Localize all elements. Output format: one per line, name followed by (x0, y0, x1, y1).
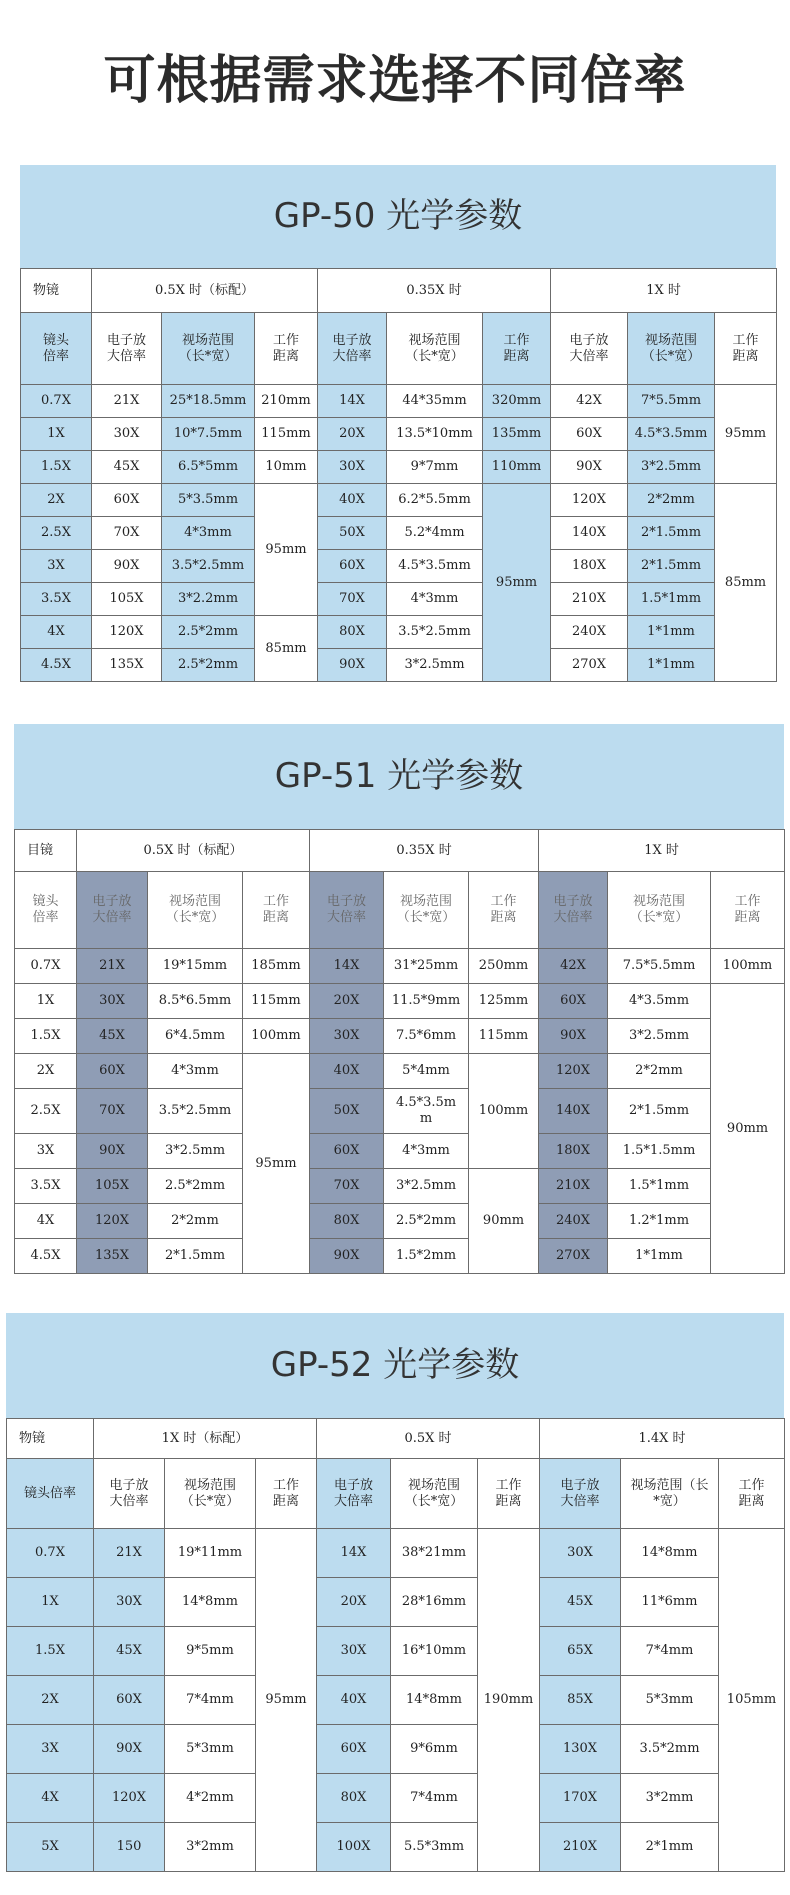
table-cell: 60X (551, 418, 628, 451)
table-cell: 210X (551, 583, 628, 616)
gp51-banner (14, 724, 784, 829)
table-header-cell: 视场范围 （长*宽） (391, 1459, 478, 1529)
table-cell: 185mm (243, 949, 310, 984)
table-cell: 90X (92, 550, 162, 583)
table-cell: 70X (92, 517, 162, 550)
table-row (7, 1676, 785, 1725)
table-cell: 4X (21, 616, 92, 649)
table-cell: 50X (318, 517, 387, 550)
table-cell: 140X (551, 517, 628, 550)
table-cell: 60X (92, 484, 162, 517)
table-row (21, 517, 777, 550)
table-header-cell: 电子放 大倍率 (310, 872, 384, 949)
table-cell: 31*25mm (384, 949, 469, 984)
table-cell: 4*3mm (162, 517, 255, 550)
table-row (15, 1239, 785, 1274)
table-row (15, 949, 785, 984)
table-cell: 3.5X (15, 1169, 77, 1204)
table-cell: 30X (94, 1578, 165, 1627)
table-cell: 135mm (483, 418, 551, 451)
table-cell: 120X (539, 1054, 608, 1089)
table-cell: 5*3mm (165, 1725, 256, 1774)
table-cell: 7.5*5.5mm (608, 949, 711, 984)
table-cell: 90X (94, 1725, 165, 1774)
table-cell: 5*3.5mm (162, 484, 255, 517)
table-cell: 270X (539, 1239, 608, 1274)
table-header-cell: 电子放 大倍率 (539, 872, 608, 949)
table-header-cell: 视场范围（长 *宽） (621, 1459, 719, 1529)
table-cell: 7*4mm (621, 1627, 719, 1676)
table-cell: 105X (92, 583, 162, 616)
table-cell: 3*2.5mm (628, 451, 715, 484)
table-cell: 95mm (715, 385, 777, 484)
table-cell: 60X (317, 1725, 391, 1774)
table-cell: 240X (539, 1204, 608, 1239)
table-cell: 10*7.5mm (162, 418, 255, 451)
gp50-section (20, 165, 777, 682)
table-cell: 180X (539, 1134, 608, 1169)
table-cell: 1X (21, 418, 92, 451)
table-cell: 7*5.5mm (628, 385, 715, 418)
table-cell: 21X (92, 385, 162, 418)
table-cell: 270X (551, 649, 628, 682)
table-cell: 3.5*2.5mm (148, 1089, 243, 1134)
table-cell: 11.5*9mm (384, 984, 469, 1019)
table-cell: 5*4mm (384, 1054, 469, 1089)
table-cell: 80X (310, 1204, 384, 1239)
gp52-section (6, 1313, 785, 1872)
table-cell: 1.5*1mm (608, 1169, 711, 1204)
table-header-cell: 视场范围 （长*宽） (162, 313, 255, 385)
gp50-banner (20, 165, 776, 268)
table-cell: 2.5*2mm (148, 1169, 243, 1204)
table-cell: 3X (15, 1134, 77, 1169)
table-cell: 45X (92, 451, 162, 484)
table-cell: 30X (540, 1529, 621, 1578)
table-cell: 95mm (255, 484, 318, 616)
table-cell: 4.5*3.5m m (384, 1089, 469, 1134)
table-header-cell: 镜头 倍率 (15, 872, 77, 949)
table-row (21, 385, 777, 418)
table-cell: 3.5*2mm (621, 1725, 719, 1774)
table-cell: 1X (7, 1578, 94, 1627)
table-cell: 120X (92, 616, 162, 649)
table-cell: 250mm (469, 949, 539, 984)
table-cell: 7*4mm (165, 1676, 256, 1725)
table-header-cell: 工作 距离 (243, 872, 310, 949)
table-cell: 2.5X (15, 1089, 77, 1134)
table-cell: 100mm (243, 1019, 310, 1054)
table-header-cell: 0.35X 时 (310, 830, 539, 872)
table-cell: 14X (317, 1529, 391, 1578)
table-row (21, 583, 777, 616)
table-cell: 19*11mm (165, 1529, 256, 1578)
table-cell: 90mm (711, 984, 785, 1274)
table-header-cell: 物镜 (7, 1419, 94, 1459)
table-header-cell: 工作 距离 (715, 313, 777, 385)
table-cell: 1.5X (7, 1627, 94, 1676)
table-row (21, 550, 777, 583)
table-header-cell: 工作 距离 (711, 872, 785, 949)
table-row (7, 1529, 785, 1578)
table-header-cell: 0.35X 时 (318, 269, 551, 313)
table-header-cell: 工作 距离 (719, 1459, 785, 1529)
table-header-cell: 物镜 (21, 269, 92, 313)
table-cell: 3*2.5mm (608, 1019, 711, 1054)
table-cell: 2*1.5mm (148, 1239, 243, 1274)
table-cell: 95mm (243, 1054, 310, 1274)
table-cell: 60X (77, 1054, 148, 1089)
table-cell: 120X (551, 484, 628, 517)
table-cell: 90X (77, 1134, 148, 1169)
gp51-title: GP-51 光学参数 (274, 756, 524, 796)
table-cell: 25*18.5mm (162, 385, 255, 418)
table-cell: 3*2.5mm (384, 1169, 469, 1204)
table-cell: 38*21mm (391, 1529, 478, 1578)
table-cell: 2.5X (21, 517, 92, 550)
table-header-cell: 电子放 大倍率 (92, 313, 162, 385)
table-row (7, 1627, 785, 1676)
table-row (7, 1578, 785, 1627)
table-cell: 9*5mm (165, 1627, 256, 1676)
table-header-cell: 工作 距离 (478, 1459, 540, 1529)
table-cell: 90X (318, 649, 387, 682)
table-cell: 7*4mm (391, 1774, 478, 1823)
table-cell: 20X (318, 418, 387, 451)
table-cell: 3.5*2.5mm (162, 550, 255, 583)
table-cell: 1.5X (21, 451, 92, 484)
table-cell: 14*8mm (165, 1578, 256, 1627)
table-cell: 135X (92, 649, 162, 682)
table-cell: 0.7X (15, 949, 77, 984)
table-cell: 4*3.5mm (608, 984, 711, 1019)
table-cell: 70X (310, 1169, 384, 1204)
gp50-title: GP-50 光学参数 (273, 196, 523, 236)
gp50-table (20, 268, 777, 682)
table-cell: 45X (540, 1578, 621, 1627)
table-cell: 10mm (255, 451, 318, 484)
table-cell: 190mm (478, 1529, 540, 1872)
table-header-cell: 工作 距离 (469, 872, 539, 949)
table-cell: 1.5*1.5mm (608, 1134, 711, 1169)
table-cell: 0.7X (21, 385, 92, 418)
table-cell: 20X (310, 984, 384, 1019)
table-header-cell: 镜头倍率 (7, 1459, 94, 1529)
table-cell: 100X (317, 1823, 391, 1872)
table-cell: 4*2mm (165, 1774, 256, 1823)
table-cell: 180X (551, 550, 628, 583)
gp51-table (14, 829, 785, 1274)
table-cell: 120X (77, 1204, 148, 1239)
table-header-cell: 工作 距离 (256, 1459, 317, 1529)
table-header-cell: 电子放 大倍率 (540, 1459, 621, 1529)
table-cell: 80X (317, 1774, 391, 1823)
table-cell: 3X (7, 1725, 94, 1774)
table-cell: 3X (21, 550, 92, 583)
table-header-cell: 视场范围 （长*宽） (165, 1459, 256, 1529)
table-cell: 2*1.5mm (628, 517, 715, 550)
table-cell: 70X (77, 1089, 148, 1134)
table-cell: 105mm (719, 1529, 785, 1872)
table-cell: 130X (540, 1725, 621, 1774)
table-cell: 21X (77, 949, 148, 984)
table-cell: 30X (92, 418, 162, 451)
table-cell: 8.5*6.5mm (148, 984, 243, 1019)
gp52-title: GP-52 光学参数 (270, 1345, 520, 1385)
table-cell: 14X (310, 949, 384, 984)
table-cell: 16*10mm (391, 1627, 478, 1676)
table-cell: 60X (310, 1134, 384, 1169)
table-cell: 0.7X (7, 1529, 94, 1578)
table-cell: 2*1.5mm (608, 1089, 711, 1134)
table-header-cell: 视场范围 （长*宽） (148, 872, 243, 949)
table-cell: 100mm (469, 1054, 539, 1169)
table-row (21, 451, 777, 484)
table-cell: 210X (539, 1169, 608, 1204)
table-cell: 2.5*2mm (162, 649, 255, 682)
table-cell: 7.5*6mm (384, 1019, 469, 1054)
table-cell: 1X (15, 984, 77, 1019)
table-cell: 240X (551, 616, 628, 649)
table-cell: 2X (7, 1676, 94, 1725)
table-cell: 14*8mm (391, 1676, 478, 1725)
table-cell: 1*1mm (628, 649, 715, 682)
gp51-section (14, 724, 785, 1274)
table-cell: 1.2*1mm (608, 1204, 711, 1239)
table-cell: 210X (540, 1823, 621, 1872)
table-cell: 1*1mm (608, 1239, 711, 1274)
table-cell: 2*2mm (628, 484, 715, 517)
table-cell: 85mm (715, 484, 777, 682)
table-cell: 5.2*4mm (387, 517, 483, 550)
table-cell: 3*2.5mm (148, 1134, 243, 1169)
table-cell: 4.5X (21, 649, 92, 682)
table-cell: 6.2*5.5mm (387, 484, 483, 517)
table-cell: 90X (551, 451, 628, 484)
table-cell: 85X (540, 1676, 621, 1725)
table-cell: 45X (77, 1019, 148, 1054)
table-row (21, 484, 777, 517)
table-cell: 42X (539, 949, 608, 984)
table-cell: 110mm (483, 451, 551, 484)
table-cell: 105X (77, 1169, 148, 1204)
table-header-cell: 工作 距离 (255, 313, 318, 385)
table-cell: 30X (310, 1019, 384, 1054)
table-cell: 90X (539, 1019, 608, 1054)
table-cell: 44*35mm (387, 385, 483, 418)
table-header-cell: 1X 时 (539, 830, 785, 872)
table-cell: 60X (539, 984, 608, 1019)
table-cell: 210mm (255, 385, 318, 418)
table-cell: 6*4.5mm (148, 1019, 243, 1054)
table-cell: 60X (318, 550, 387, 583)
table-header-cell: 0.5X 时（标配） (77, 830, 310, 872)
table-header-cell: 电子放 大倍率 (318, 313, 387, 385)
table-row (15, 1204, 785, 1239)
table-cell: 320mm (483, 385, 551, 418)
table-header-cell: 视场范围 （长*宽） (608, 872, 711, 949)
table-cell: 4*3mm (387, 583, 483, 616)
table-cell: 20X (317, 1578, 391, 1627)
table-cell: 150 (94, 1823, 165, 1872)
table-cell: 2.5*2mm (162, 616, 255, 649)
table-header-cell: 视场范围 （长*宽） (387, 313, 483, 385)
table-cell: 3*2.5mm (387, 649, 483, 682)
table-cell: 42X (551, 385, 628, 418)
table-row (21, 616, 777, 649)
table-cell: 65X (540, 1627, 621, 1676)
table-cell: 2X (15, 1054, 77, 1089)
table-cell: 14*8mm (621, 1529, 719, 1578)
table-cell: 1*1mm (628, 616, 715, 649)
table-cell: 30X (318, 451, 387, 484)
table-row (15, 1089, 785, 1134)
table-row (21, 418, 777, 451)
table-cell: 4.5*3.5mm (387, 550, 483, 583)
table-header-cell: 视场范围 （长*宽） (384, 872, 469, 949)
table-cell: 14X (318, 385, 387, 418)
table-cell: 28*16mm (391, 1578, 478, 1627)
table-row (15, 984, 785, 1019)
table-cell: 2*1mm (621, 1823, 719, 1872)
table-cell: 135X (77, 1239, 148, 1274)
table-cell: 1.5X (15, 1019, 77, 1054)
table-cell: 4X (7, 1774, 94, 1823)
table-cell: 90mm (469, 1169, 539, 1274)
table-cell: 19*15mm (148, 949, 243, 984)
table-cell: 80X (318, 616, 387, 649)
table-cell: 13.5*10mm (387, 418, 483, 451)
table-cell: 2.5*2mm (384, 1204, 469, 1239)
table-header-cell: 镜头 倍率 (21, 313, 92, 385)
table-cell: 2*2mm (148, 1204, 243, 1239)
table-cell: 95mm (483, 484, 551, 682)
table-cell: 100mm (711, 949, 785, 984)
table-cell: 3*2mm (621, 1774, 719, 1823)
table-cell: 140X (539, 1089, 608, 1134)
page-title: 可根据需求选择不同倍率 (103, 51, 687, 111)
table-header-cell: 目镜 (15, 830, 77, 872)
table-header-cell: 1X 时（标配） (94, 1419, 317, 1459)
table-header-cell: 电子放 大倍率 (317, 1459, 391, 1529)
table-cell: 4.5X (15, 1239, 77, 1274)
table-cell: 30X (317, 1627, 391, 1676)
table-cell: 125mm (469, 984, 539, 1019)
table-cell: 90X (310, 1239, 384, 1274)
table-cell: 115mm (255, 418, 318, 451)
table-cell: 115mm (243, 984, 310, 1019)
table-cell: 4*3mm (384, 1134, 469, 1169)
table-header-cell: 视场范围 （长*宽） (628, 313, 715, 385)
table-cell: 2X (21, 484, 92, 517)
table-header-cell: 电子放 大倍率 (94, 1459, 165, 1529)
table-cell: 4.5*3.5mm (628, 418, 715, 451)
table-cell: 40X (310, 1054, 384, 1089)
table-cell: 3*2.2mm (162, 583, 255, 616)
table-cell: 2*1.5mm (628, 550, 715, 583)
gp52-banner (6, 1313, 784, 1418)
table-row (7, 1823, 785, 1872)
table-row (7, 1774, 785, 1823)
table-row (21, 649, 777, 682)
table-header-cell: 0.5X 时（标配） (92, 269, 318, 313)
table-cell: 4X (15, 1204, 77, 1239)
table-cell: 60X (94, 1676, 165, 1725)
table-row (15, 1134, 785, 1169)
gp52-table (6, 1418, 785, 1872)
table-cell: 3*2mm (165, 1823, 256, 1872)
table-header-cell: 1.4X 时 (540, 1419, 785, 1459)
table-cell: 2*2mm (608, 1054, 711, 1089)
table-cell: 5X (7, 1823, 94, 1872)
table-row (15, 1169, 785, 1204)
table-cell: 9*7mm (387, 451, 483, 484)
table-cell: 5*3mm (621, 1676, 719, 1725)
table-header-cell: 1X 时 (551, 269, 777, 313)
table-cell: 40X (317, 1676, 391, 1725)
table-row (15, 1019, 785, 1054)
table-cell: 45X (94, 1627, 165, 1676)
table-cell: 11*6mm (621, 1578, 719, 1627)
table-header-cell: 工作 距离 (483, 313, 551, 385)
table-header-cell: 0.5X 时 (317, 1419, 540, 1459)
table-row (7, 1725, 785, 1774)
table-cell: 170X (540, 1774, 621, 1823)
table-cell: 120X (94, 1774, 165, 1823)
table-cell: 4*3mm (148, 1054, 243, 1089)
table-header-cell: 电子放 大倍率 (551, 313, 628, 385)
table-cell: 50X (310, 1089, 384, 1134)
table-cell: 40X (318, 484, 387, 517)
table-cell: 21X (94, 1529, 165, 1578)
table-cell: 115mm (469, 1019, 539, 1054)
table-cell: 70X (318, 583, 387, 616)
table-cell: 95mm (256, 1529, 317, 1872)
table-cell: 1.5*2mm (384, 1239, 469, 1274)
table-cell: 5.5*3mm (391, 1823, 478, 1872)
table-cell: 9*6mm (391, 1725, 478, 1774)
table-cell: 3.5*2.5mm (387, 616, 483, 649)
table-cell: 1.5*1mm (628, 583, 715, 616)
table-cell: 6.5*5mm (162, 451, 255, 484)
table-cell: 3.5X (21, 583, 92, 616)
table-row (15, 1054, 785, 1089)
table-cell: 30X (77, 984, 148, 1019)
table-header-cell: 电子放 大倍率 (77, 872, 148, 949)
table-cell: 85mm (255, 616, 318, 682)
